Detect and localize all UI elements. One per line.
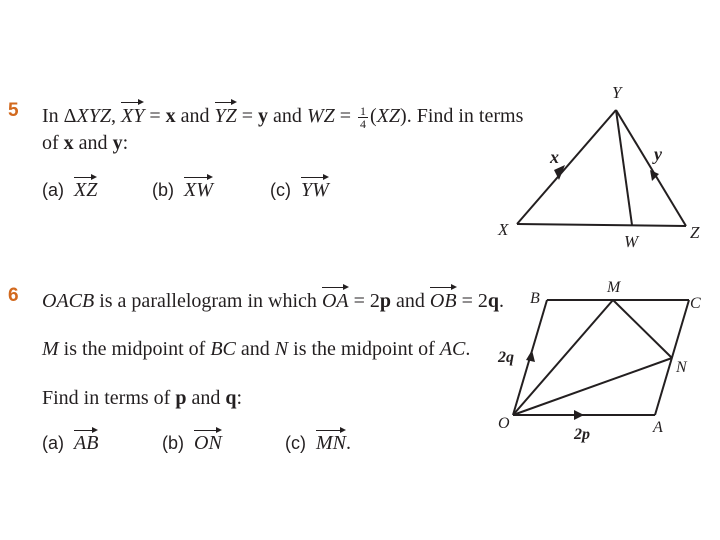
vector-x-symbol: x: [165, 105, 176, 127]
question-6-part-c: (c) MN.: [285, 428, 351, 455]
vector-label-y: y: [654, 144, 662, 164]
vertex-label-o: O: [498, 415, 510, 432]
vector-on: ON: [194, 428, 222, 455]
vector-yz: YZ: [215, 100, 237, 128]
vector-label-x: x: [550, 147, 559, 167]
vector-label-2q: 2q: [498, 349, 514, 366]
arrowhead-2q: [526, 350, 535, 362]
vertex-label-y: Y: [612, 83, 622, 102]
segment-xz: XZ: [376, 105, 401, 127]
vertex-label-x: X: [498, 220, 509, 239]
triangle-name: XYZ: [76, 105, 111, 127]
vertex-label-m: M: [607, 279, 621, 296]
question-6-text-line-3: Find in terms of p and q:: [42, 387, 243, 409]
vector-ab: AB: [74, 428, 98, 455]
side-xy: [517, 110, 616, 224]
side-yz: [616, 110, 686, 226]
vertex-label-z: Z: [690, 223, 700, 242]
question-5-number: 5: [8, 100, 19, 121]
question-6-text-line-1: OACB is a parallelogram in which OA = 2p and OB = 2q.: [42, 285, 504, 313]
arrowhead-x: [554, 165, 565, 180]
segment-wz: WZ: [306, 105, 335, 127]
vector-mn: MN: [316, 428, 346, 455]
question-5-part-b: (b) XW: [152, 175, 213, 202]
vector-xy: XY: [121, 100, 144, 128]
vector-yw: YW: [301, 175, 329, 202]
vertex-label-w: W: [624, 232, 639, 251]
side-xz: [517, 224, 686, 226]
vector-xw: XW: [184, 175, 213, 202]
question-5-text-line-2: of x and y:: [42, 132, 129, 154]
vertex-label-b: B: [530, 290, 540, 307]
vector-y-symbol: y: [258, 105, 269, 127]
vertex-label-c: C: [690, 295, 701, 312]
question-5-text-line-1: In ΔXYZ, XY = x and YZ = y and WZ = $\frac{1}{4}$ (XZ). Find in terms: [42, 100, 523, 130]
segment-yw: [616, 110, 632, 225]
vector-ob: OB: [430, 285, 457, 313]
vector-label-2p: 2p: [574, 426, 590, 443]
parallelogram-name: OACB: [42, 290, 95, 312]
question-6-text-line-2: M is the midpoint of BC and N is the midpoint of AC.: [42, 338, 471, 360]
arrowhead-2p: [574, 410, 584, 420]
vector-oa: OA: [322, 285, 349, 313]
question-6-part-a: (a) AB: [42, 428, 98, 455]
segment-mn: [613, 300, 672, 358]
question-5-part-c: (c) YW: [270, 175, 329, 202]
vertex-label-n: N: [676, 359, 687, 376]
triangle-xyz-diagram: [490, 80, 715, 255]
question-6-number: 6: [8, 285, 19, 306]
question-5-part-a: (a) XZ: [42, 175, 97, 202]
question-6-part-b: (b) ON: [162, 428, 222, 455]
vertex-label-a: A: [653, 419, 663, 436]
parallelogram-oacb-diagram: [490, 270, 715, 450]
fraction-one-quarter: $\frac{1}{4}$: [360, 103, 367, 131]
vector-xz: XZ: [74, 175, 97, 202]
